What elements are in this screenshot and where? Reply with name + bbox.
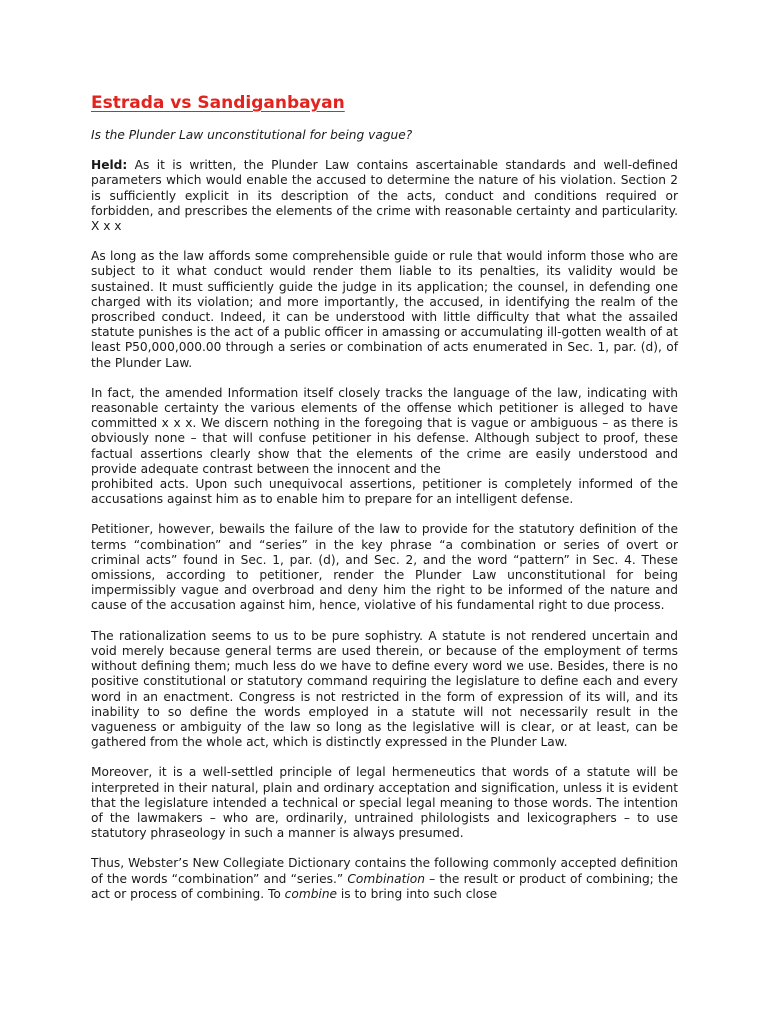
paragraph-6: Moreover, it is a well-settled principle of legal hermeneutics that words of a statute will be interpreted in their natural, plain and ordinary acceptation and signification, unless it is evident that the legislature intended a technical or special legal meaning to those words. The intention of the lawmakers – who are, ordinarily, untrained philologists and lexicographers – to use statutory phraseology in such a manner is always presumed.: [91, 765, 678, 841]
held-text: As it is written, the Plunder Law contains ascertainable standards and well-defined parameters which would enable the accused to determine the nature of his violation. Section 2 is sufficiently explicit in its description of the acts, conduct and conditions required or forbidden, and prescribes the elements of the crime with reasonable certainty and particularity. X x x: [91, 158, 678, 234]
issue-question: Is the Plunder Law unconstitutional for being vague?: [91, 128, 413, 142]
paragraph-7: [91, 856, 678, 901]
paragraph-2: As long as the law affords some comprehensible guide or rule that would inform those who are subject to it what conduct would render them liable to its penalties, its validity would be sustained. It must sufficiently guide the judge in its application; the counsel, in defending one charged with its violation; and more importantly, the accused, in identifying the realm of the proscribed conduct. Indeed, it can be understood with little difficulty that what the assailed statute punishes is the act of a public officer in amassing or accumulating ill-gotten wealth of at least P50,000,000.00 through a series or combination of acts enumerated in Sec. 1, par. (d), of the Plunder Law.: [91, 249, 678, 370]
document-title: Estrada vs Sandiganbayan: [91, 93, 345, 113]
paragraph-3: [91, 386, 678, 508]
paragraph-3-part-a: In fact, the amended Information itself closely tracks the language of the law, indicating with reasonable certainty the various elements of the offense which petitioner is alleged to have committed x x x. We discern nothing in the foregoing that is vague or ambiguous – as there is obviously none – that will confuse petitioner in his defense. Although subject to proof, these factual assertions clearly show that the elements of the crime are easily understood and provide adequate contrast between the innocent and the: [91, 385, 678, 476]
paragraph-7-term-combine: combine: [284, 886, 338, 901]
paragraph-7-text-3: is to bring into such close: [337, 886, 498, 901]
held-label: Held:: [91, 158, 128, 173]
paragraph-7-text-2: – the result or product of combining; the act or process of combining. To: [91, 871, 678, 901]
paragraph-4: Petitioner, however, bewails the failure of the law to provide for the statutory definition of the terms “combination” and “series” in the key phrase “a combination or series of overt or criminal acts” found in Sec. 1, par. (d), and Sec. 2, and the word “pattern” in Sec. 4. These omissions, according to petitioner, render the Plunder Law unconstitutional for being impermissibly vague and overbroad and deny him the right to be informed of the nature and cause of the accusation against him, hence, violative of his fundamental right to due process.: [91, 522, 678, 613]
paragraph-5: The rationalization seems to us to be pure sophistry. A statute is not rendered uncertain and void merely because general terms are used therein, or because of the employment of terms without defining them; much less do we have to define every word we use. Besides, there is no positive constitutional or statutory command requiring the legislature to define each and every word in an enactment. Congress is not restricted in the form of expression of its will, and its inability to so define the words employed in a statute will not necessarily result in the vagueness or ambiguity of the law so long as the legislative will is clear, or at least, can be gathered from the whole act, which is distinctly expressed in the Plunder Law.: [91, 628, 678, 750]
paragraph-7-text-1: Thus, Webster’s New Collegiate Dictionary contains the following commonly accepted definition of the words “combination” and “series.”: [91, 856, 678, 886]
paragraph-7-term-combination: Combination: [347, 871, 425, 886]
held-paragraph: [91, 158, 678, 234]
paragraph-3-part-b: prohibited acts. Upon such unequivocal assertions, petitioner is completely informed of the accusations against him as to enable him to prepare for an intelligent defense.: [91, 477, 678, 507]
